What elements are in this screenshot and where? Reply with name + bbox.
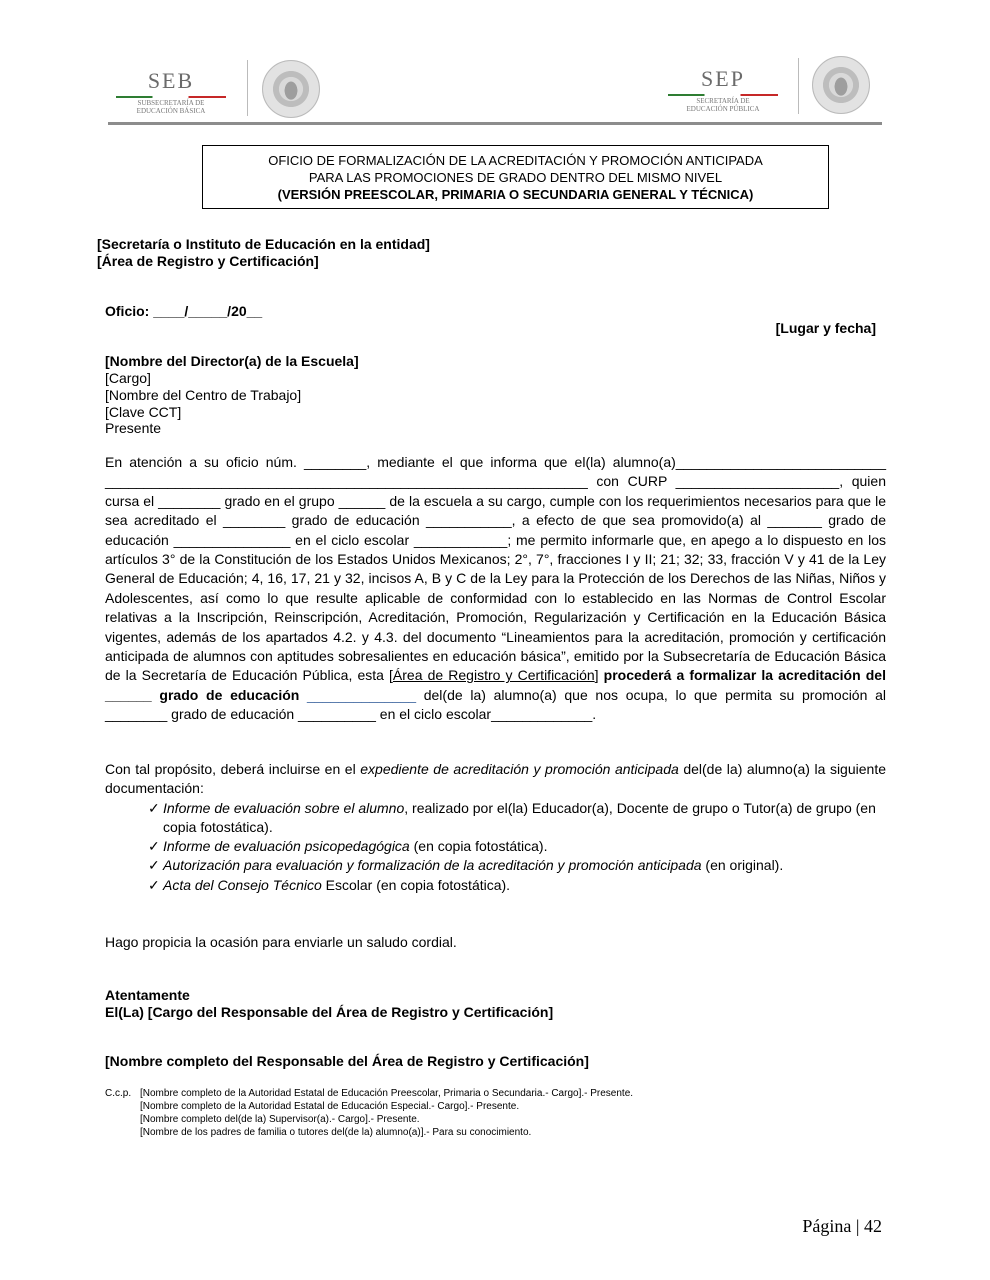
ccp-line: [Nombre de los padres de familia o tutores del(de la) alumno(a)].- Para su conocimiento. — [140, 1127, 532, 1138]
document-title — [202, 145, 829, 209]
checkmark-icon: ✓ — [148, 877, 160, 893]
ccp-line: [Nombre completo del(de la) Supervisor(a).- Cargo].- Presente. — [140, 1114, 420, 1125]
sender-line-1: [Secretaría o Instituto de Educación en la entidad] — [97, 236, 430, 252]
recipient-centro: [Nombre del Centro de Trabajo] — [105, 387, 302, 403]
item-italic: Autorización para evaluación y formalización de la acreditación y promoción anticipada — [163, 857, 702, 873]
header-rule — [108, 122, 882, 125]
recipient-name: [Nombre del Director(a) de la Escuela] — [105, 353, 359, 369]
ccp-label: C.c.p. — [105, 1088, 132, 1099]
ccp-line: [Nombre completo de la Autoridad Estatal de Educación Preescolar, Primaria o Secundaria.- Cargo].- Presente. — [140, 1088, 634, 1099]
body-paragraph-2 — [105, 760, 886, 799]
item-text: (en original). — [701, 857, 784, 873]
sep-logo-line1: SECRETARÍA DE — [696, 97, 750, 105]
sep-logo — [664, 66, 782, 113]
flag-stripe — [116, 96, 226, 98]
seb-logo-line1: SUBSECRETARÍA DE — [137, 99, 205, 107]
body-text: del(de la) alumno(a) que nos ocupa, lo que permita su promoción al ________ grado de educación __________ en el ciclo escolar_____________. — [105, 686, 886, 723]
item-text: (en copia fotostática). — [409, 838, 548, 854]
place-and-date: [Lugar y fecha] — [775, 320, 876, 336]
recipient-clave: [Clave CCT] — [105, 404, 182, 420]
recipient-presente: Presente — [105, 420, 162, 436]
signature-atentamente: Atentamente — [105, 987, 190, 1003]
body-paragraph-1 — [105, 453, 886, 725]
checkmark-icon: ✓ — [148, 838, 160, 854]
body-text: del(de la) alumno(a) la siguiente documentación: — [105, 761, 886, 797]
logo-divider — [798, 58, 799, 114]
sender-line-2: [Área de Registro y Certificación] — [97, 253, 319, 269]
item-italic: Informe de evaluación psicopedagógica — [163, 838, 410, 854]
closing-line: Hago propicia la ocasión para enviarle un saludo cordial. — [105, 934, 457, 950]
logo-divider — [247, 60, 248, 116]
title-line-3: (VERSIÓN PREESCOLAR, PRIMARIA O SECUNDARIA GENERAL Y TÉCNICA) — [277, 187, 754, 202]
checkmark-icon: ✓ — [148, 800, 160, 816]
sep-logo-name: SEP — [701, 66, 745, 91]
document-checklist-item — [148, 856, 886, 875]
document-checklist-item — [148, 876, 886, 895]
body-text: ] — [594, 667, 604, 684]
coat-of-arms-icon — [262, 60, 320, 118]
seb-logo — [112, 68, 230, 115]
sep-logo-line2: EDUCACIÓN PÚBLICA — [686, 105, 760, 113]
body-text: En atención a su oficio núm. ________, mediante el que informa que el(la) alumno(a)___________________________ ______________________________________________________________ con CURP _____________________, quien cursa el ________ grado en el grupo ______ de la escuela a su cargo, cumple con los requerimientos necesarios para que le sea acreditado el ________ grado de educación ___________, a efecto de que sea promovido(a) al _______ grado de educación _______________ en el ciclo escolar ____________; me permito informarle que, en apego a lo dispuesto en los artículos 3° de la Constitución de los Estados Unidos Mexicanos; 2°, 7°, fracciones I y II; 21; 32; 33, fracción V y 41 de la Ley General de Educación; 4, 16, 17, 21 y 32, incisos A, B y C de la Ley para la Protección de los Derechos de las Niñas, Niños y Adolescentes, así como lo que resulte aplicable de conformidad con lo establecido en las Normas de Control Escolar relativas a la Inscripción, Reinscripción, Acreditación, Promoción, Regularización y Certificación en la Educación Básica vigentes, además de los apartados 4.2. y 4.3. del documento “Lineamientos para la acreditación, promoción y certificación anticipada de alumnos con aptitudes sobresalientes en educación básica”, emitido por la Subsecretaría de Educación Básica de la Secretaría de Educación Pública, esta [ — [105, 454, 886, 684]
seb-logo-name: SEB — [147, 68, 195, 93]
document-checklist-item — [148, 799, 886, 838]
signature-nombre: [Nombre completo del Responsable del Área de Registro y Certificación] — [105, 1053, 589, 1069]
title-line-1: OFICIO DE FORMALIZACIÓN DE LA ACREDITACIÓN Y PROMOCIÓN ANTICIPADA — [268, 153, 763, 168]
title-line-2: PARA LAS PROMOCIONES DE GRADO DENTRO DEL MISMO NIVEL — [308, 170, 723, 185]
body-italic-text: expediente de acreditación y promoción anticipada — [360, 761, 679, 777]
recipient-cargo: [Cargo] — [105, 370, 151, 386]
area-registro-link: Área de Registro y Certificación — [392, 667, 595, 684]
seb-logo-line2: EDUCACIÓN BÁSICA — [136, 107, 206, 115]
flag-stripe — [668, 94, 778, 96]
document-checklist-item — [148, 837, 886, 856]
coat-of-arms-icon — [812, 56, 870, 114]
body-bold-text: procederá a formalizar la acreditación del ______ grado de educación — [105, 667, 886, 703]
signature-cargo: El(La) [Cargo del Responsable del Área de Registro y Certificación] — [105, 1004, 554, 1020]
ccp-line: [Nombre completo de la Autoridad Estatal de Educación Especial.- Cargo].- Presente. — [140, 1101, 520, 1112]
body-text: Con tal propósito, deberá incluirse en el — [105, 761, 361, 777]
page-number: Página | 42 — [802, 1216, 882, 1236]
item-italic: Informe de evaluación sobre el alumno — [163, 800, 405, 816]
item-text: , realizado por el(la) Educador(a), Docente de grupo o Tutor(a) de grupo (en copia fotostática). — [163, 800, 876, 836]
checkmark-icon: ✓ — [148, 857, 160, 873]
oficio-number: Oficio: ____/_____/20__ — [105, 303, 263, 319]
item-italic: Acta del Consejo Técnico — [163, 877, 322, 893]
item-text: Escolar (en copia fotostática). — [321, 877, 511, 893]
blank-line: ______________ — [299, 686, 417, 703]
